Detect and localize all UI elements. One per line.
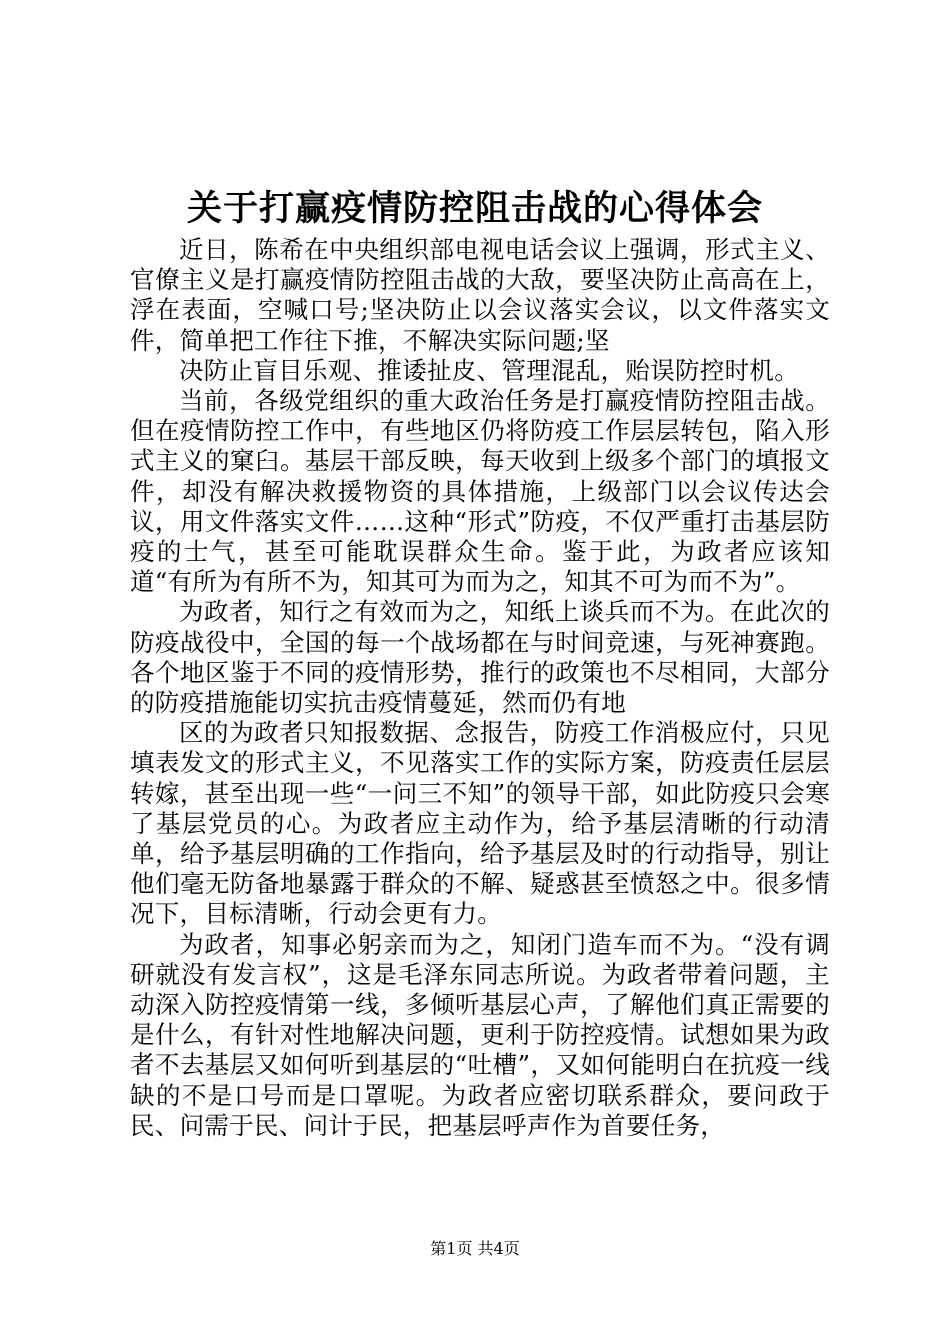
- paragraph-2: 决防止盲目乐观、推诿扯皮、管理混乱，贻误防控时机。: [179, 355, 799, 385]
- page-title: 关于打赢疫情防控阻击战的心得体会: [186, 188, 763, 229]
- paragraph-6: 为政者，知事必躬亲而为之，知闭门造车而不为。“没有调研就没有发言权”，这是毛泽东同志所说。为政者带着问题，主动深入防控疫情第一线，多倾听基层心声，了解他们真正需要的是什么，有针对性地解决问题，更利于防控疫情。试想如果为政者不去基层又如何听到基层的“吐槽”，又如何能明白在抗疫一线缺的不是口号而是口罩呢。为政者应密切联系群众，要问政于民、问需于民、问计于民，把基层呼声作为首要任务，: [130, 929, 830, 1140]
- page-footer: 第1页 共4页: [430, 1239, 520, 1258]
- paragraph-3: 当前，各级党组织的重大政治任务是打赢疫情防控阻击战。但在疫情防控工作中，有些地区仍将防疫工作层层转包，陷入形式主义的窠臼。基层干部反映，每天收到上级多个部门的填报文件，却没有解决救援物资的具体措施，上级部门以会议传达会议，用文件落实文件……这种“形式”防疫，不仅严重打击基层防疫的士气，甚至可能耽误群众生命。鉴于此，为政者应该知道“有所为有所不为，知其可为而为之，知其不可为而不为”。: [130, 386, 830, 597]
- paragraph-5: 区的为政者只知报数据、念报告，防疫工作消极应付，只见填表发文的形式主义，不见落实工作的实际方案，防疫责任层层转嫁，甚至出现一些“一问三不知”的领导干部，如此防疫只会寒了基层党员的心。为政者应主动作为，给予基层清晰的行动清单，给予基层明确的工作指向，给予基层及时的行动指导，别让他们毫无防备地暴露于群众的不解、疑惑甚至愤怒之中。很多情况下，目标清晰，行动会更有力。: [130, 718, 830, 929]
- paragraph-1: 近日，陈希在中央组织部电视电话会议上强调，形式主义、官僚主义是打赢疫情防控阻击战的大敌，要坚决防止高高在上，浮在表面，空喊口号;坚决防止以会议落实会议，以文件落实文件，简单把工作往下推，不解决实际问题;坚: [130, 235, 830, 355]
- document-body: [130, 235, 830, 1141]
- paragraph-4: 为政者，知行之有效而为之，知纸上谈兵而不为。在此次的防疫战役中，全国的每一个战场都在与时间竞速，与死神赛跑。各个地区鉴于不同的疫情形势，推行的政策也不尽相同，大部分的防疫措施能切实抗击疫情蔓延，然而仍有地: [130, 597, 830, 718]
